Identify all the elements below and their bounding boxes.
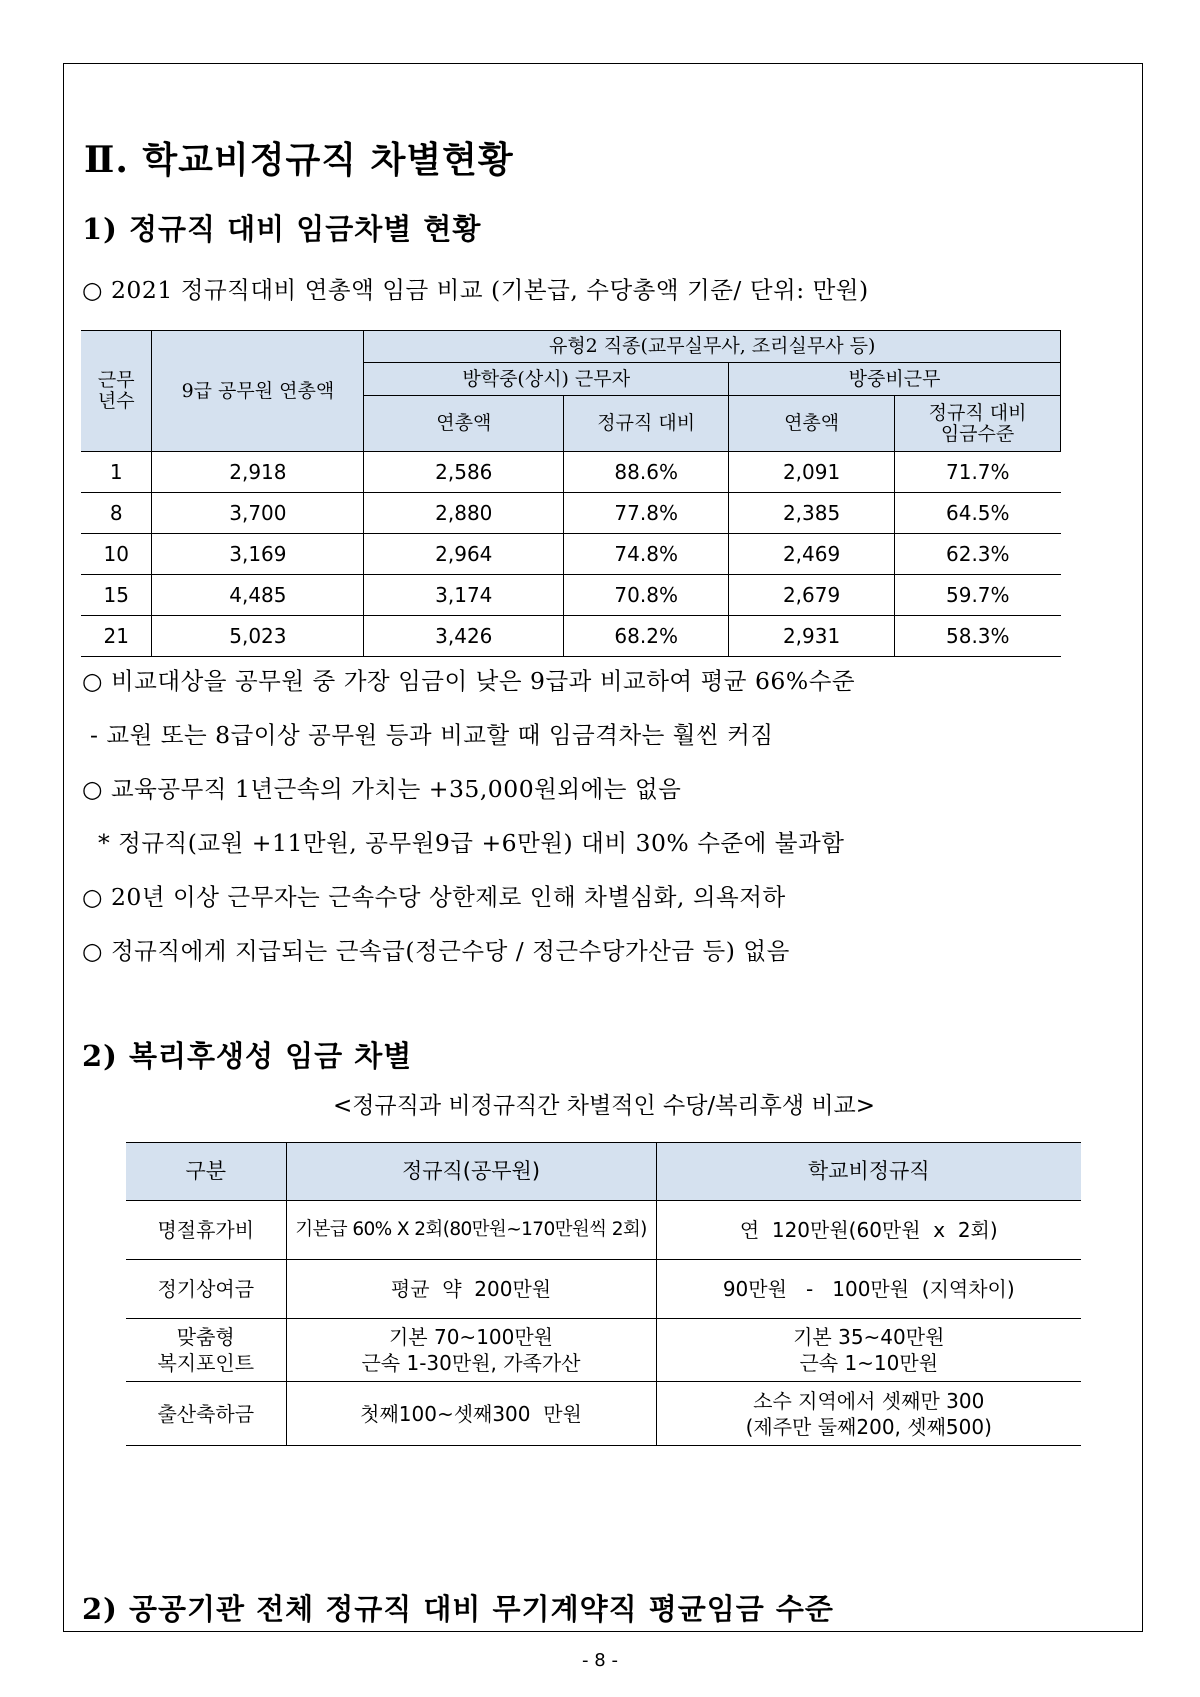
header-grade9: 9급 공무원 연총액 [152,331,364,452]
section-title: Ⅱ. 학교비정규직 차별현황 [84,139,514,181]
cell-grade9: 3,169 [152,534,364,575]
cell-vw-total: 2,880 [364,493,564,534]
table-row [126,1201,1081,1260]
cell-vo-total: 2,469 [729,534,895,575]
cell-vw-ratio: 74.8% [564,534,729,575]
bullet-5: ○ 20년 이상 근무자는 근속수당 상한제로 인해 차별심화, 의욕저하 [82,883,786,911]
table-row [126,1260,1081,1319]
header-total-2: 연총액 [729,396,895,452]
cell-vw-total: 3,426 [364,616,564,657]
header-ratio-2: 정규직 대비 임금수준 [895,396,1061,452]
cell-years: 15 [81,575,152,616]
header-vacation-off: 방중비근무 [729,363,1061,396]
cell-vw-total: 2,586 [364,452,564,493]
cell-years: 1 [81,452,152,493]
bullet-2: - 교원 또는 8급이상 공무원 등과 비교할 때 임금격차는 훨씬 커짐 [82,721,774,749]
cell-vo-ratio: 62.3% [895,534,1061,575]
wage-comparison-table [81,330,1061,657]
cell-regular: 기본 70~100만원 근속 1-30만원, 가족가산 [286,1319,656,1382]
header-vacation-work: 방학중(상시) 근무자 [364,363,729,396]
table-row [81,616,1061,657]
header-type2: 유형2 직종(교무실무사, 조리실무사 등) [364,331,1061,363]
benefit-comparison-table [126,1142,1081,1446]
table-row [81,575,1061,616]
cell-regular: 첫째100~셋째300 만원 [286,1382,656,1446]
page-number: - 8 - [582,1650,618,1671]
table-row [126,1319,1081,1382]
cell-vo-ratio: 58.3% [895,616,1061,657]
cell-grade9: 3,700 [152,493,364,534]
header-total: 연총액 [364,396,564,452]
header-ratio: 정규직 대비 [564,396,729,452]
cell-years: 8 [81,493,152,534]
cell-years: 10 [81,534,152,575]
benefit-table-caption: <정규직과 비정규직간 차별적인 수당/복리후생 비교> [332,1093,876,1119]
header-irregular: 학교비정규직 [656,1143,1081,1201]
cell-irregular: 연 120만원(60만원 x 2회) [656,1201,1081,1260]
cell-irregular: 소수 지역에서 셋째만 300 (제주만 둘째200, 셋째500) [656,1382,1081,1446]
header-category: 구분 [126,1143,286,1201]
table-row [81,493,1061,534]
subsection-2-title: 2) 복리후생성 임금 차별 [82,1039,413,1073]
cell-grade9: 4,485 [152,575,364,616]
cell-vw-total: 2,964 [364,534,564,575]
cell-vw-ratio: 88.6% [564,452,729,493]
subsection-1-title: 1) 정규직 대비 임금차별 현황 [82,212,482,246]
cell-vo-total: 2,931 [729,616,895,657]
cell-irregular: 기본 35~40만원 근속 1~10만원 [656,1319,1081,1382]
cell-irregular: 90만원 - 100만원 (지역차이) [656,1260,1081,1319]
cell-vo-ratio: 64.5% [895,493,1061,534]
cell-category: 정기상여금 [126,1260,286,1319]
table-row [81,452,1061,493]
cell-grade9: 5,023 [152,616,364,657]
cell-grade9: 2,918 [152,452,364,493]
subsection-3-title: 2) 공공기관 전체 정규직 대비 무기계약직 평균임금 수준 [82,1592,834,1626]
bullet-1: ○ 비교대상을 공무원 중 가장 임금이 낮은 9급과 비교하여 평균 66%수준 [82,667,856,695]
cell-vo-total: 2,385 [729,493,895,534]
bullet-6: ○ 정규직에게 지급되는 근속급(정근수당 / 정근수당가산금 등) 없음 [82,937,790,965]
cell-years: 21 [81,616,152,657]
cell-vw-total: 3,174 [364,575,564,616]
table-intro: ○ 2021 정규직대비 연총액 임금 비교 (기본급, 수당총액 기준/ 단위: 만원) [82,276,869,304]
table-row [81,534,1061,575]
cell-vo-ratio: 59.7% [895,575,1061,616]
cell-category: 맞춤형 복지포인트 [126,1319,286,1382]
cell-vw-ratio: 70.8% [564,575,729,616]
bullet-4: * 정규직(교원 +11만원, 공무원9급 +6만원) 대비 30% 수준에 불과함 [82,829,845,857]
cell-vo-total: 2,091 [729,452,895,493]
cell-regular: 평균 약 200만원 [286,1260,656,1319]
cell-vo-ratio: 71.7% [895,452,1061,493]
header-regular: 정규직(공무원) [286,1143,656,1201]
table-row [126,1382,1081,1446]
cell-vo-total: 2,679 [729,575,895,616]
bullet-3: ○ 교육공무직 1년근속의 가치는 +35,000원외에는 없음 [82,775,682,803]
cell-vw-ratio: 77.8% [564,493,729,534]
cell-regular: 기본급 60% X 2회(80만원~170만원씩 2회) [286,1201,656,1260]
cell-vw-ratio: 68.2% [564,616,729,657]
header-years: 근무 년수 [81,331,152,452]
page-frame [63,63,1143,1632]
cell-category: 출산축하금 [126,1382,286,1446]
cell-category: 명절휴가비 [126,1201,286,1260]
